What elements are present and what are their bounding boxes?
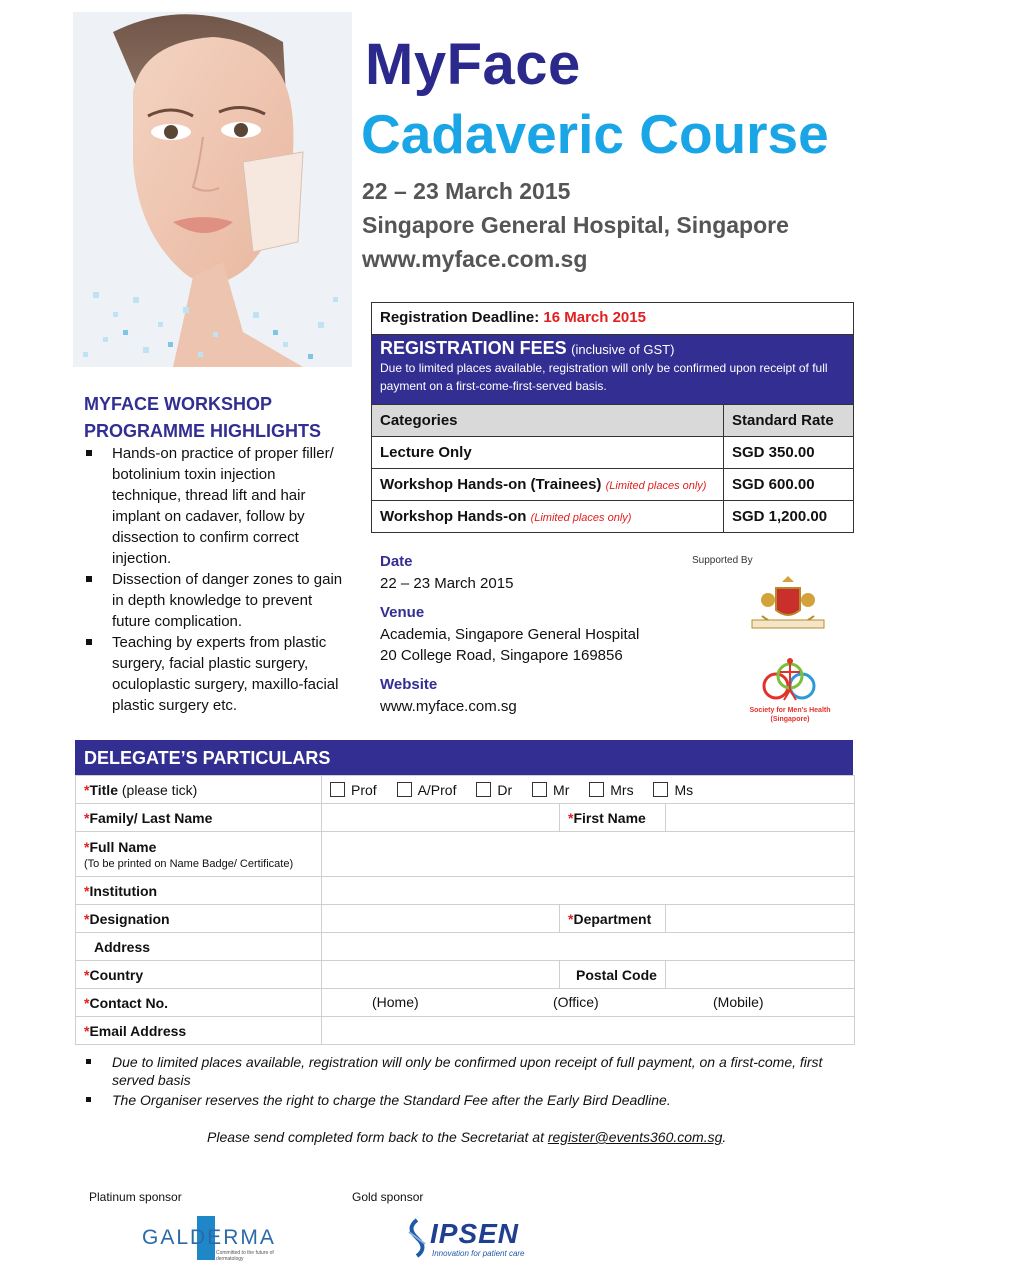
website-value[interactable]: www.myface.com.sg: [380, 698, 517, 715]
postal-code-field[interactable]: [666, 961, 855, 989]
society-name: Society for Men's Health: [749, 707, 831, 714]
checkbox-ms[interactable]: [653, 782, 668, 797]
title-option-mr[interactable]: [532, 782, 569, 798]
ipsen-logo: [404, 1216, 549, 1262]
ipsen-wordmark: IPSEN: [430, 1218, 520, 1249]
col-categories: Categories: [372, 405, 724, 437]
country-row: [76, 961, 855, 989]
name-row: [76, 804, 855, 832]
course-title-line2: Cadaveric Course: [361, 103, 829, 165]
contact-row: [76, 989, 855, 1017]
college-crest-logo: [732, 576, 844, 634]
designation-label: Designation: [89, 910, 170, 927]
fee-category: Lecture Only: [380, 444, 472, 461]
address-label: Address: [94, 938, 151, 955]
checkbox-prof[interactable]: [330, 782, 345, 797]
platinum-sponsor-label: Platinum sponsor: [89, 1190, 182, 1204]
fee-rate: SGD 350.00: [724, 437, 854, 469]
highlights-list: [84, 443, 344, 716]
fees-heading: REGISTRATION FEES: [380, 338, 567, 358]
required-mark: *: [84, 1022, 90, 1039]
table-row: [372, 501, 853, 533]
full-name-hint: (To be printed on Name Badge/ Certificate): [84, 857, 294, 870]
department-label: Department: [573, 910, 652, 927]
title-row: [76, 776, 855, 804]
option-label: Ms: [674, 781, 694, 798]
required-mark: *: [568, 809, 574, 826]
title-label: Title: [89, 781, 118, 798]
fees-table: [372, 404, 853, 532]
option-label: Mrs: [610, 781, 634, 798]
supported-by-label: Supported By: [692, 555, 753, 566]
send-end: .: [722, 1129, 727, 1145]
title-option-ms[interactable]: [653, 782, 693, 798]
first-name-field[interactable]: [666, 804, 855, 832]
list-item: The Organiser reserves the right to charge the Standard Fee after the Early Bird Deadline.: [84, 1091, 854, 1109]
full-name-field[interactable]: [322, 832, 855, 877]
deadline-date: 16 March 2015: [543, 309, 646, 326]
galderma-tagline: Committed to the future of dermatology: [216, 1250, 274, 1262]
hero-image: [73, 12, 352, 367]
galderma-logo: [142, 1216, 302, 1262]
course-location: Singapore General Hospital, Singapore: [362, 212, 789, 238]
society-country: (Singapore): [770, 716, 810, 723]
contact-mobile-label: (Mobile): [713, 994, 764, 1010]
institution-field[interactable]: [322, 877, 855, 905]
address-field[interactable]: [322, 933, 855, 961]
venue-line1: Academia, Singapore General Hospital: [380, 626, 640, 643]
required-mark: *: [84, 781, 90, 798]
department-field[interactable]: [666, 905, 855, 933]
required-mark: *: [84, 838, 90, 855]
list-item: Due to limited places available, registration will only be confirmed upon receipt of full payment, on a first-come, first served basis: [84, 1053, 854, 1089]
gold-sponsor-label: Gold sponsor: [352, 1190, 424, 1204]
table-row: [372, 469, 853, 501]
title-option-aprof[interactable]: [397, 782, 457, 798]
country-label: Country: [89, 966, 144, 983]
fees-heading-block: [372, 335, 853, 404]
full-name-label: Full Name: [89, 838, 157, 855]
send-instructions: [207, 1129, 726, 1145]
institution-label: Institution: [89, 882, 158, 899]
fees-heading-note: (inclusive of GST): [571, 342, 675, 357]
ipsen-tagline: Innovation for patient care: [432, 1249, 525, 1258]
send-text: Please send completed form back to the Secretariat at: [207, 1129, 544, 1145]
course-title-line1: MyFace: [365, 32, 581, 97]
title-option-dr[interactable]: [476, 782, 512, 798]
table-row: [372, 437, 853, 469]
required-mark: *: [84, 966, 90, 983]
address-row: [76, 933, 855, 961]
highlights-title: [84, 391, 321, 445]
checkbox-aprof[interactable]: [397, 782, 412, 797]
col-standard-rate: Standard Rate: [724, 405, 854, 437]
full-name-row: [76, 832, 855, 877]
fees-note: Due to limited places available, registration will only be confirmed upon receipt of full payment on a first-come-first-served basis.: [380, 361, 828, 393]
country-field[interactable]: [322, 961, 560, 989]
title-hint: (please tick): [121, 781, 198, 798]
designation-field[interactable]: [322, 905, 560, 933]
checkbox-dr[interactable]: [476, 782, 491, 797]
contact-label: Contact No.: [89, 994, 169, 1011]
contact-field[interactable]: [322, 989, 855, 1017]
mens-health-caption: [740, 706, 840, 724]
notes-list: [84, 1053, 854, 1111]
registration-deadline: [372, 303, 853, 335]
contact-home-label: (Home): [372, 994, 419, 1010]
last-name-field[interactable]: [322, 804, 560, 832]
option-label: Dr: [497, 781, 513, 798]
email-label: Email Address: [89, 1022, 187, 1039]
required-mark: *: [568, 910, 574, 927]
required-mark: *: [84, 994, 90, 1011]
galderma-wordmark: GALDERMA: [142, 1226, 276, 1249]
designation-row: [76, 905, 855, 933]
fee-rate: SGD 1,200.00: [724, 501, 854, 533]
delegate-form: [75, 775, 855, 1045]
date-label: Date: [380, 553, 413, 570]
postal-code-label: Postal Code: [576, 966, 657, 983]
last-name-label: Family/ Last Name: [89, 809, 213, 826]
title-option-prof[interactable]: [330, 782, 377, 798]
deadline-label: Registration Deadline:: [380, 309, 540, 326]
ipsen-mark-icon: [404, 1218, 430, 1258]
fee-rate: SGD 600.00: [724, 469, 854, 501]
required-mark: *: [84, 910, 90, 927]
title-option-mrs[interactable]: [589, 782, 633, 798]
mens-health-logo: [760, 656, 820, 704]
fee-category: Workshop Hands-on (Trainees): [380, 476, 602, 493]
email-field[interactable]: [322, 1017, 855, 1045]
limited-note: (Limited places only): [605, 480, 707, 492]
option-label: Mr: [553, 781, 570, 798]
highlights-title-line2: PROGRAMME HIGHLIGHTS: [84, 421, 321, 441]
delegate-heading: DELEGATE’S PARTICULARS: [75, 740, 853, 775]
course-dates: 22 – 23 March 2015: [362, 178, 571, 204]
institution-row: [76, 877, 855, 905]
checkbox-mrs[interactable]: [589, 782, 604, 797]
website-label: Website: [380, 676, 438, 693]
email-row: [76, 1017, 855, 1045]
course-website[interactable]: www.myface.com.sg: [362, 246, 588, 272]
face-illustration: [73, 12, 352, 367]
limited-note: (Limited places only): [530, 512, 632, 524]
list-item: Teaching by experts from plastic surgery, facial plastic surgery, oculoplastic surgery, maxillo-facial plastic surgery etc.: [84, 632, 344, 716]
checkbox-mr[interactable]: [532, 782, 547, 797]
contact-office-label: (Office): [553, 994, 599, 1010]
list-item: Hands-on practice of proper filler/ botolinium toxin injection technique, thread lift and hair implant on cadaver, follow by dissection to confirm correct injection.: [84, 443, 344, 569]
date-value: 22 – 23 March 2015: [380, 575, 514, 592]
fees-table-header: [372, 405, 853, 437]
registration-fees-box: [371, 302, 854, 533]
highlights-title-line1: MYFACE WORKSHOP: [84, 394, 273, 414]
delegate-particulars: [75, 740, 853, 1045]
first-name-label: First Name: [573, 809, 646, 826]
venue-line2: 20 College Road, Singapore 169856: [380, 647, 623, 664]
required-mark: *: [84, 882, 90, 899]
option-label: A/Prof: [417, 781, 457, 798]
option-label: Prof: [351, 781, 377, 798]
venue-label: Venue: [380, 604, 425, 621]
list-item: Dissection of danger zones to gain in depth knowledge to prevent future complication.: [84, 569, 344, 632]
required-mark: *: [84, 809, 90, 826]
secretariat-email-link[interactable]: register@events360.com.sg: [547, 1129, 723, 1145]
fee-category: Workshop Hands-on: [380, 508, 527, 525]
